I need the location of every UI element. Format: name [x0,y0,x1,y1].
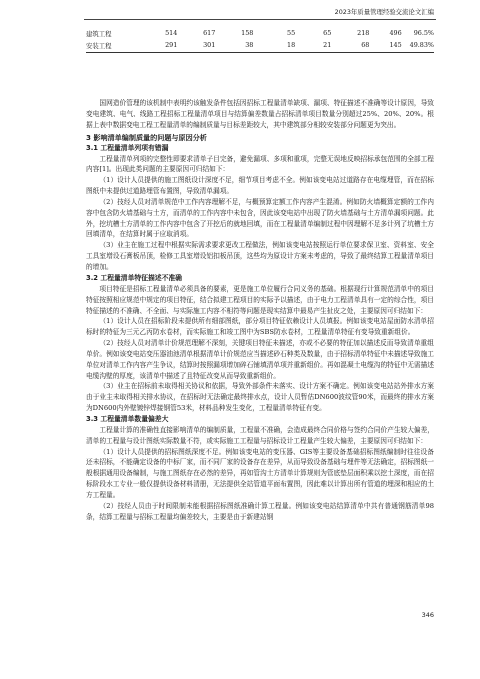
paragraph: （2）技经人员对清单计价规范理解不深刻，关键项目特征未描述，亦或不必要的特征加以描述反而导致清单重组单价。例如该变电站变压器油池清单根据清单计价规范应当描述砂石种类及数量，由于招标清单特征中未描述导致施工单位对清单工作内容产生争议，结算时按照漏项增加碎石铺填清单项并重新组价。再如混凝土电缆沟的特征中无需描述电缆沟壁的厚度，该清单中描述了且特征改变从而导致重新组价。 [86,339,434,380]
subsection-heading: 3.3 工程量清单数量偏差大 [86,414,169,423]
running-header: 2023年质量管理经验交流论文汇编 [334,8,434,16]
paragraph: （2）技经人员对清单规范中工作内容理解不足，与概预算定额工作内容产生混淆。例如防火墙概算定额的工作内容中包含防火墙基础与土方，而清单的工作内容中未包含，因此该变电站中出现了防火墙基础与土方清单漏项问题。此外，挖坑槽土方清单的工作内容中包含了开挖后的就地回填，而在工程量清单编制过程中因理解不足多计列了坑槽土方回填清单，在结算时属于应取消项。 [86,197,434,239]
paragraph: （3）业主在施工过程中根据实际需求要求更改工程做法，例如该变电站按照运行单位要求保卫室、资料室、安全工具室增设石膏板吊顶，检修工具室增设铝扣板吊顶，这些均为原设计方案未考虑的，导致了最终结算工程量清单项目的增加。 [86,241,434,271]
paragraph: 工程量计算的准确性直接影响清单的编制质量，工程量不准确，会造成最终合同价格与签约合同价产生较大偏差，清单的工程量与设计图纸实际数量不符，或实际施工工程量与招标设计工程量产生较大偏差，主要原因可归结如下： [86,425,434,445]
table-cell: 514 [165,29,178,37]
table-cell: 218 [357,29,370,37]
table-cell: 55 [287,29,296,37]
table-cell: 617 [203,29,216,37]
subsection-heading: 3.1 工程量清单列项有错漏 [86,143,169,152]
table-cell: 145 [389,41,402,49]
page-number: 346 [421,611,434,619]
subsection-heading: 3.2 工程量清单特征描述不准确 [86,273,182,282]
table-cell: 18 [287,41,296,49]
paragraph: （1）设计人员在招标阶段未提供所有细部图纸，部分项目特征依赖设计人员填报。例如该变电站屋面防水清单招标时的特征为三元乙丙防水卷材，而实际施工和竣工图中为SBS防水卷材，工程量清单特征有变导致重新组价。 [86,317,434,337]
table-cell: 301 [203,41,216,49]
paragraph: （1）设计人员提供的招标图纸深度不足。例如该变电站的变压器、GIS等主要设备基础招标图纸编制时往往设备还未招标，不能确定设备的中标厂家，而不同厂家的设备存在差异，从而导致设备基础与埋件等无法确定，招标图纸一般根据通用设备编制，与施工图纸存在必然的差异，再如管沟土方清单计算规则为管底垫层面积乘以挖土深度，而在招标阶段水工专业一般仅提供设备材料清册，无法提供全站管道平面布置图，因此难以计算出所有管道的埋深和相应的土方工程量。 [86,447,434,499]
header-divider [84,19,436,20]
data-table [86,27,434,53]
table-cell: 291 [165,41,178,49]
table-cell: 68 [361,41,370,49]
table-cell: 49.83% [409,41,434,49]
table-row [86,39,434,51]
table-cell: 38 [245,41,254,49]
table-cell: 496 [389,29,402,37]
paragraph: 工程量清单列项的完整性即要求清单子目完备，避免漏项、多项和重项，完整无误地反映招标承包范围的全部工程内容[1]。出现此类问题的主要原因可归结如下： [86,154,434,174]
paragraph: （3）业主在招标前未取得相关协议和依据，导致外部条件未落实、设计方案不确定。例如该变电站站外排水方案由于业主未取得相关排水协议，在招标时无法确定最终排水点，设计人员暂估DN600波纹管90米，而最终的排水方案为DN600内外壁镀锌焊接钢管53米，材料品种发生变化，工程量清单特征有变。 [86,382,434,413]
paragraph: （1）设计人员提供的施工图纸设计深度不足，细节项目考虑不全。例如该变电站过道路存在电缆埋管，而在招标图纸中未提供过道路埋管布置图，导致清单漏项。 [86,176,434,196]
table-cell: 安装工程 [86,41,112,50]
table-cell: 158 [241,29,254,37]
table-cell: 21 [323,41,332,49]
paragraph: 项目特征是招标工程量清单必须具备的要素，更是施工单位履行合同义务的基础。根据现行计算规范清单中的项目特征按照相应规范中规定的项目特征，结合拟建工程项目的实际予以描述，由于电力工程清单具有一定的综合性，项目特征描述的不准确、不全面、与实际施工内容不相符等问题是现实结算中最易产生扯皮之处，主要原因可归结如下： [86,284,434,315]
table-cell: 建筑工程 [86,29,112,38]
table-cell: 96.5% [413,29,434,37]
table-bottom-rule [86,52,434,53]
table-cell: 65 [323,29,332,37]
paragraph: （2）技经人员由于时间限制未能根据招标图纸准确计算工程量。例如该变电站结算清单中共有普通钢筋清单98条，结算工程量与招标工程量均偏差较大，主要是由于新建站钢 [86,501,434,521]
table-row [86,27,434,39]
body-text [86,98,434,523]
section-heading: 3 影响清单编制质量的问题与原因分析 [86,132,207,142]
paragraph: 国网造价管理的该机制中表明约该触发条件包括因招标工程量清单缺项、漏项、特征描述不准确等设计原因，导致变电建筑、电气、线路工程招标工程量清单项目与结算偏差数量占招标清单项目数量分别超过25%、20%、20%。根据上表中数据变电工程工程量清单的编制质量与目标差距较大，其中建筑部分相较安装部分问题更为突出。 [86,99,434,129]
